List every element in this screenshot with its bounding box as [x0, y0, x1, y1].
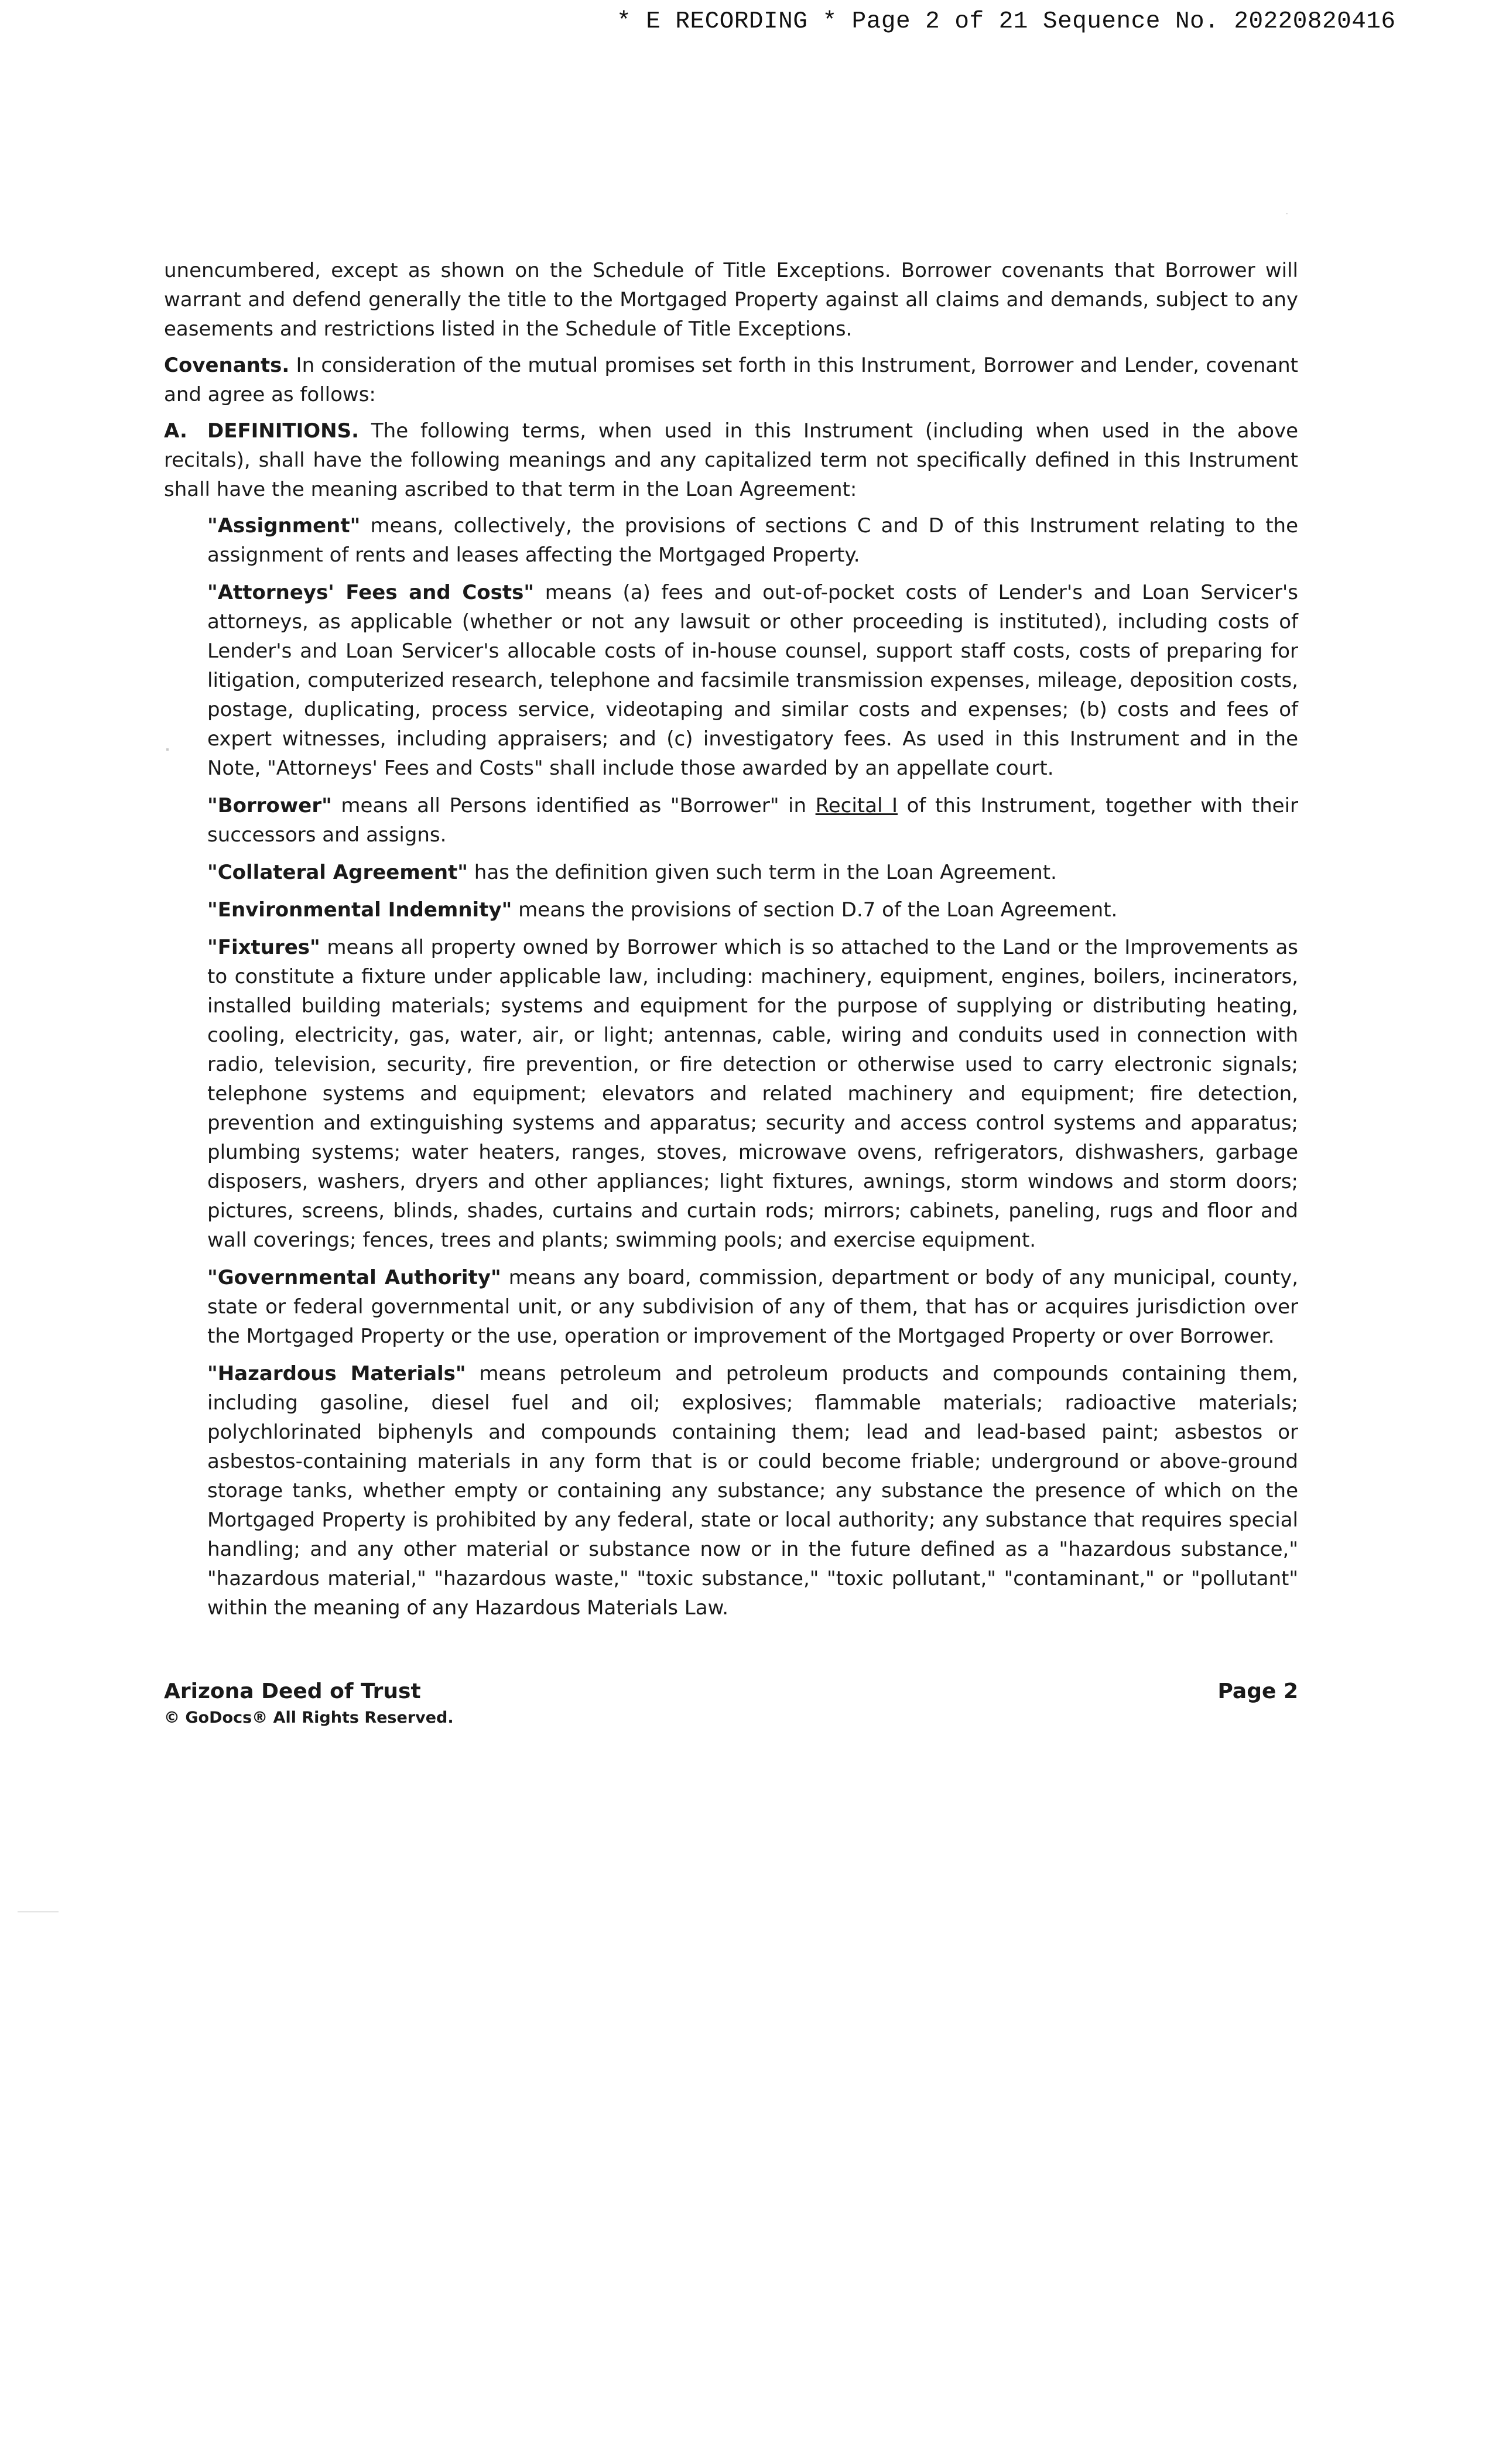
- definition-term: "Assignment": [207, 514, 361, 538]
- definition-term: "Environmental Indemnity": [207, 898, 512, 922]
- section-a-number: A.: [164, 419, 187, 443]
- definition-term: "Attorneys' Fees and Costs": [207, 581, 535, 604]
- page-footer: [164, 1678, 1298, 1731]
- footer-document-title: Arizona Deed of Trust: [164, 1679, 421, 1703]
- scan-speck: [166, 748, 169, 751]
- definition-text: means all property owned by Borrower which is so attached to the Land or the Improvements as to constitute a fixture under applicable law, including: machinery, equipment, engines, boilers, incinerators, installed building materials; systems and equipment for the purpose of supplying or distributing heating, cooling, electricity, gas, water, air, or light; antennas, cable, wiring and conduits used in connection with radio, television, security, fire prevention, or fire detection or otherwise used to carry electronic signals; telephone systems and equipment; elevators and related machinery and equipment; fire detection, prevention and extinguishing systems and apparatus; security and access control systems and apparatus; plumbing systems; water heaters, ranges, stoves, microwave ovens, refrigerators, dishwashers, garbage disposers, washers, dryers and other appliances; light fixtures, awnings, storm windows and storm doors; pictures, screens, blinds, shades, curtains and curtain rods; mirrors; cabinets, paneling, rugs and floor and wall coverings; fences, trees and plants; swimming pools; and exercise equipment.: [207, 936, 1298, 1252]
- definition-governmental-authority: [207, 1263, 1298, 1351]
- footer-page-number: Page 2: [1217, 1679, 1298, 1703]
- covenants-text: In consideration of the mutual promises set forth in this Instrument, Borrower and Lender, covenant and agree as follows:: [164, 354, 1298, 406]
- definition-environmental-indemnity: [207, 895, 1298, 925]
- document-body: [164, 256, 1298, 1631]
- definition-attorneys-fees: [207, 578, 1298, 783]
- recording-header: * E RECORDING * Page 2 of 21 Sequence No. 20220820416: [617, 8, 1396, 35]
- covenants-heading: Covenants.: [164, 354, 290, 377]
- definition-text: means, collectively, the provisions of sections C and D of this Instrument relating to the assignment of rents and leases affecting the Mortgaged Property.: [207, 514, 1298, 567]
- definitions-list: [207, 511, 1298, 1623]
- scan-speck: [1286, 213, 1288, 214]
- definition-text: means petroleum and petroleum products and compounds containing them, including gasoline, diesel fuel and oil; explosives; flammable materials; radioactive materials; polychlorinated biphenyls and compounds containing them; lead and lead-based paint; asbestos or asbestos-containing materials in any form that is or could become friable; underground or above-ground storage tanks, whether empty or containing any substance; any substance the presence of which on the Mortgaged Property is prohibited by any federal, state or local authority; any substance that requires special handling; and any other material or substance now or in the future defined as a "hazardous substance," "hazardous material," "hazardous waste," "toxic substance," "toxic pollutant," "contaminant," or "pollutant" within the meaning of any Hazardous Materials Law.: [207, 1362, 1299, 1620]
- definition-assignment: [207, 511, 1298, 570]
- definition-text: means any board, commission, department or body of any municipal, county, state or federal governmental unit, or any subdivision of any of them, that has or acquires jurisdiction over the Mortgaged Property or the use, operation or improvement of the Mortgaged Property or over Borrower.: [207, 1266, 1298, 1348]
- definition-term: "Governmental Authority": [207, 1266, 501, 1289]
- definition-term: "Collateral Agreement": [207, 861, 468, 884]
- definition-term: "Fixtures": [207, 936, 320, 959]
- definition-term: "Borrower": [207, 794, 332, 817]
- definition-borrower: [207, 791, 1298, 850]
- definition-text: means the provisions of section D.7 of the Loan Agreement.: [512, 898, 1118, 922]
- definition-fixtures: [207, 933, 1298, 1255]
- recital-reference: Recital I: [815, 794, 898, 817]
- definition-term: "Hazardous Materials": [207, 1362, 466, 1385]
- definition-hazardous-materials: [207, 1359, 1298, 1623]
- definition-text: of this Instrument, together with their successors and assigns.: [207, 794, 1299, 847]
- section-a-title: DEFINITIONS.: [207, 419, 360, 443]
- section-a-text: The following terms, when used in this Instrument (including when used in the above recitals), shall have the following meanings and any capitalized term not specifically defined in this Instrument shall have the meaning ascribed to that term in the Loan Agreement:: [164, 419, 1298, 501]
- definition-collateral-agreement: [207, 858, 1298, 887]
- definition-text: means all Persons identified as "Borrower" in: [331, 794, 816, 817]
- title-paragraph: unencumbered, except as shown on the Schedule of Title Exceptions. Borrower covenants that Borrower will warrant and defend generally the title to the Mortgaged Property against all claims and demands, subject to any easements and restrictions listed in the Schedule of Title Exceptions.: [164, 259, 1298, 341]
- section-a-paragraph: [164, 416, 1298, 504]
- definition-text: means (a) fees and out-of-pocket costs of Lender's and Loan Servicer's attorneys, as applicable (whether or not any lawsuit or other proceeding is instituted), including costs of Lender's and Loan Servicer's allocable costs of in-house counsel, support staff costs, costs of preparing for litigation, computerized research, telephone and facsimile transmission expenses, mileage, deposition costs, postage, duplicating, process service, videotaping and similar costs and expenses; (b) costs and fees of expert witnesses, including appraisers; and (c) investigatory fees. As used in this Instrument and in the Note, "Attorneys' Fees and Costs" shall include those awarded by an appellate court.: [207, 581, 1298, 780]
- scan-speck: [18, 1911, 59, 1912]
- footer-copyright: © GoDocs® All Rights Reserved.: [164, 1709, 454, 1727]
- definition-text: has the definition given such term in the Loan Agreement.: [468, 861, 1057, 884]
- covenants-paragraph: [164, 351, 1298, 409]
